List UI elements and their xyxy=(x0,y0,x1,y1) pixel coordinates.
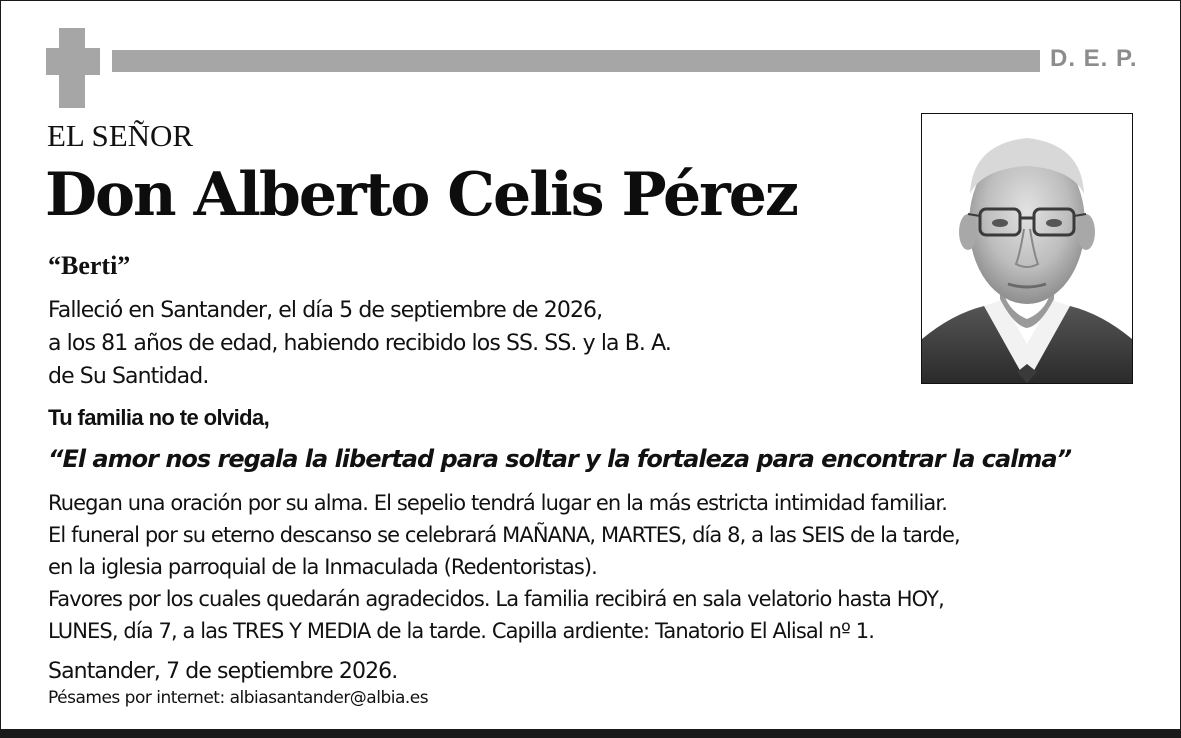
family-line: Tu familia no te olvida, xyxy=(48,405,270,430)
nickname: “Berti” xyxy=(48,251,131,280)
portrait-photo xyxy=(921,113,1133,384)
service-info-line: El funeral por su eterno descanso se celebrará MAÑANA, MARTES, día 8, a las SEIS de la tarde, xyxy=(48,523,960,547)
death-notice-line: de Su Santidad. xyxy=(48,364,209,389)
dep-label: D. E. P. xyxy=(1050,45,1138,72)
cross-icon xyxy=(46,28,100,108)
memorial-quote: “El amor nos regala la libertad para soltar y la fortaleza para encontrar la calma” xyxy=(48,445,1072,473)
service-info-line: Ruegan una oración por su alma. El sepelio tendrá lugar en la más estricta intimidad familiar. xyxy=(48,491,947,515)
death-notice-line: a los 81 años de edad, habiendo recibido los SS. SS. y la B. A. xyxy=(48,331,671,356)
service-info-line: LUNES, día 7, a las TRES Y MEDIA de la tarde. Capilla ardiente: Tanatorio El Alisal nº 1. xyxy=(48,619,874,643)
honorific: EL SEÑOR xyxy=(47,118,194,153)
bottom-rule xyxy=(0,729,1181,738)
deceased-name: Don Alberto Celis Pérez xyxy=(45,160,797,230)
service-info-line: en la iglesia parroquial de la Inmaculada (Redentoristas). xyxy=(48,555,597,579)
header-bar xyxy=(112,50,1040,72)
place-date: Santander, 7 de septiembre 2026. xyxy=(48,659,398,684)
portrait-image xyxy=(922,114,1132,383)
service-info-line: Favores por los cuales quedarán agradecidos. La familia recibirá en sala velatorio hasta HOY, xyxy=(48,587,944,611)
death-notice-line: Falleció en Santander, el día 5 de septiembre de 2026, xyxy=(48,298,603,323)
condolences-email: Pésames por internet: albiasantander@albia.es xyxy=(48,688,429,708)
